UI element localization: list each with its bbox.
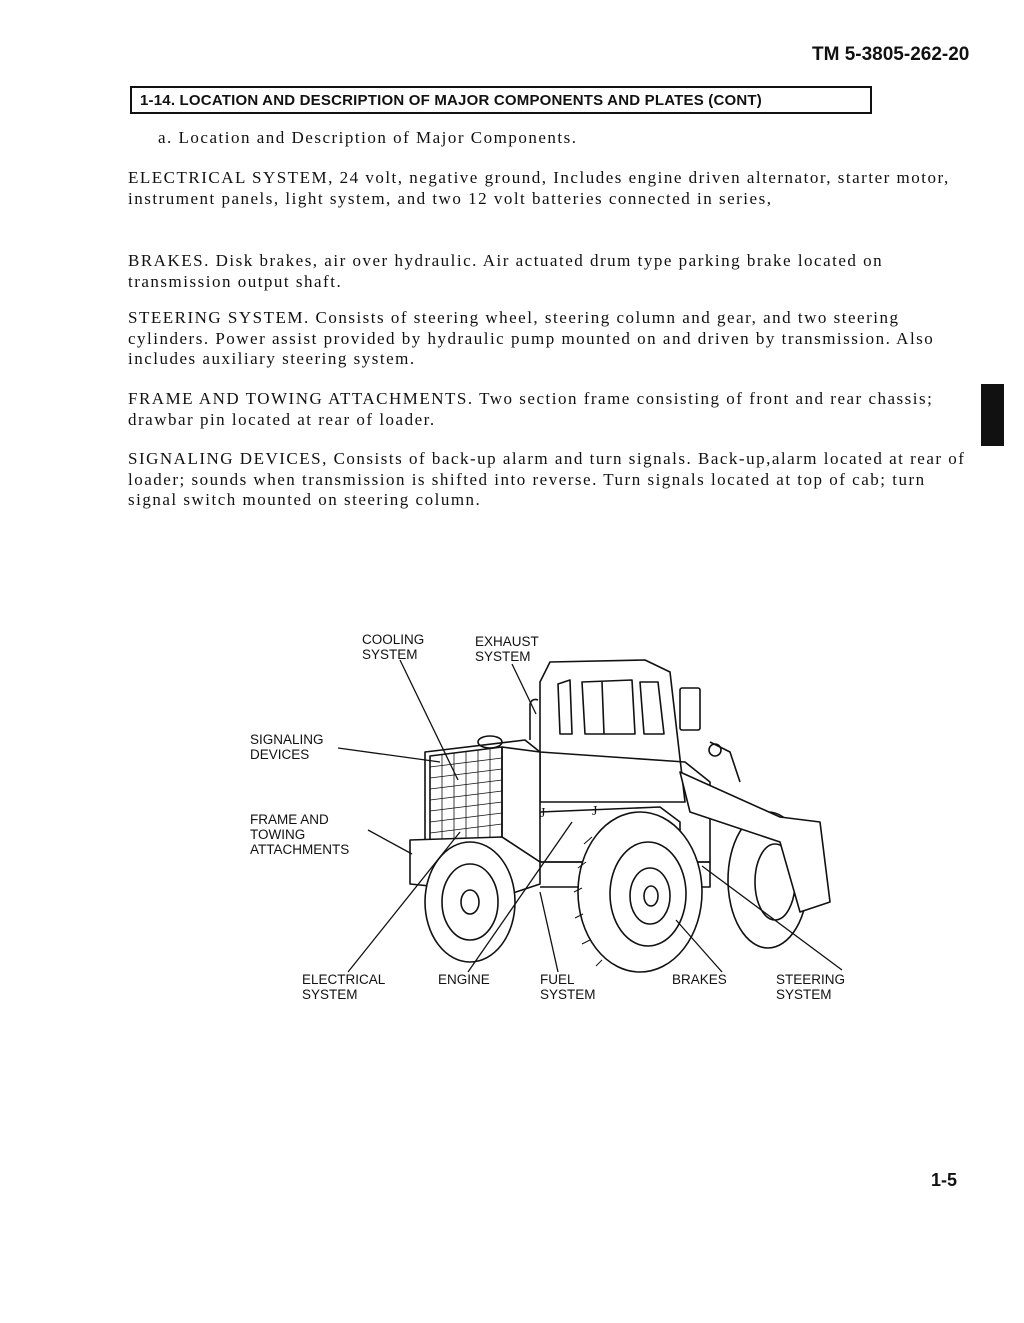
label-exhaust-system — [475, 634, 539, 664]
label-cooling-system — [362, 632, 424, 662]
paragraph-text: Consists of back-up alarm and turn signals. Back-up,alarm located at rear of loader; sounds when transmission is shifted into reverse. Turn signals located at top of cab; turn signal switch mounted on steering column. — [128, 449, 966, 509]
label-line: SYSTEM — [475, 649, 531, 664]
label-signaling-devices — [250, 732, 324, 762]
label-line: SYSTEM — [776, 987, 832, 1002]
paragraph-heading: FRAME AND TOWING ATTACHMENTS. — [128, 389, 474, 408]
label-line: SYSTEM — [362, 647, 418, 662]
paragraph-text: Disk brakes, air over hydraulic. Air actuated drum type parking brake located on transmission output shaft. — [128, 251, 884, 291]
label-line: SYSTEM — [302, 987, 358, 1002]
section-edge-marker — [981, 384, 1004, 446]
label-line: ELECTRICAL — [302, 972, 386, 987]
paragraph-brakes — [128, 251, 970, 292]
label-line: SYSTEM — [540, 987, 596, 1002]
label-frame-towing — [250, 812, 349, 857]
svg-text:J: J — [592, 804, 598, 819]
tm-number: TM 5-3805-262-20 — [812, 44, 970, 65]
label-line: COOLING — [362, 632, 425, 647]
paragraph-heading: SIGNALING DEVICES, — [128, 449, 328, 468]
svg-text:J: J — [540, 806, 546, 821]
page-number: 1-5 — [931, 1170, 958, 1190]
label-line: DEVICES — [250, 747, 310, 762]
label-steering-system — [776, 972, 845, 1002]
label-line: EXHAUST — [475, 634, 539, 649]
label-electrical-system — [302, 972, 385, 1002]
label-line: SIGNALING — [250, 732, 324, 747]
paragraph-heading: ELECTRICAL SYSTEM, — [128, 168, 334, 187]
label-line: ENGINE — [438, 972, 490, 987]
paragraph-heading: STEERING SYSTEM. — [128, 308, 310, 327]
label-line: TOWING — [250, 827, 306, 842]
label-brakes — [672, 972, 727, 987]
label-line: BRAKES — [672, 972, 727, 987]
paragraph-text: Consists of steering wheel, steering column and gear, and two steering cylinders. Power assist provided by hydraulic pump mounted on and driven by transmission. Also includes auxiliary steering system. — [128, 308, 935, 368]
paragraph-frame — [128, 389, 970, 430]
label-line: FUEL — [540, 972, 575, 987]
label-fuel-system — [540, 972, 596, 1002]
paragraph-steering — [128, 308, 970, 370]
paragraph-heading: BRAKES. — [128, 251, 210, 270]
paragraph-signaling — [128, 449, 970, 511]
paragraph-electrical — [128, 168, 970, 209]
paragraph-text: 24 volt, negative ground, Includes engine driven alternator, starter motor, instrument panels, light system, and two 12 volt batteries connected in series, — [128, 168, 950, 208]
subheading: a. Location and Description of Major Components. — [158, 128, 578, 147]
paragraph-text: Two section frame consisting of front and rear chassis; drawbar pin located at rear of loader. — [128, 389, 934, 429]
section-title: 1-14. LOCATION AND DESCRIPTION OF MAJOR COMPONENTS AND PLATES (CONT) — [130, 86, 872, 114]
label-line: ATTACHMENTS — [250, 842, 350, 857]
loader-figure — [240, 622, 870, 1012]
label-line: STEERING — [776, 972, 846, 987]
label-engine — [438, 972, 490, 987]
label-line: FRAME AND — [250, 812, 329, 827]
